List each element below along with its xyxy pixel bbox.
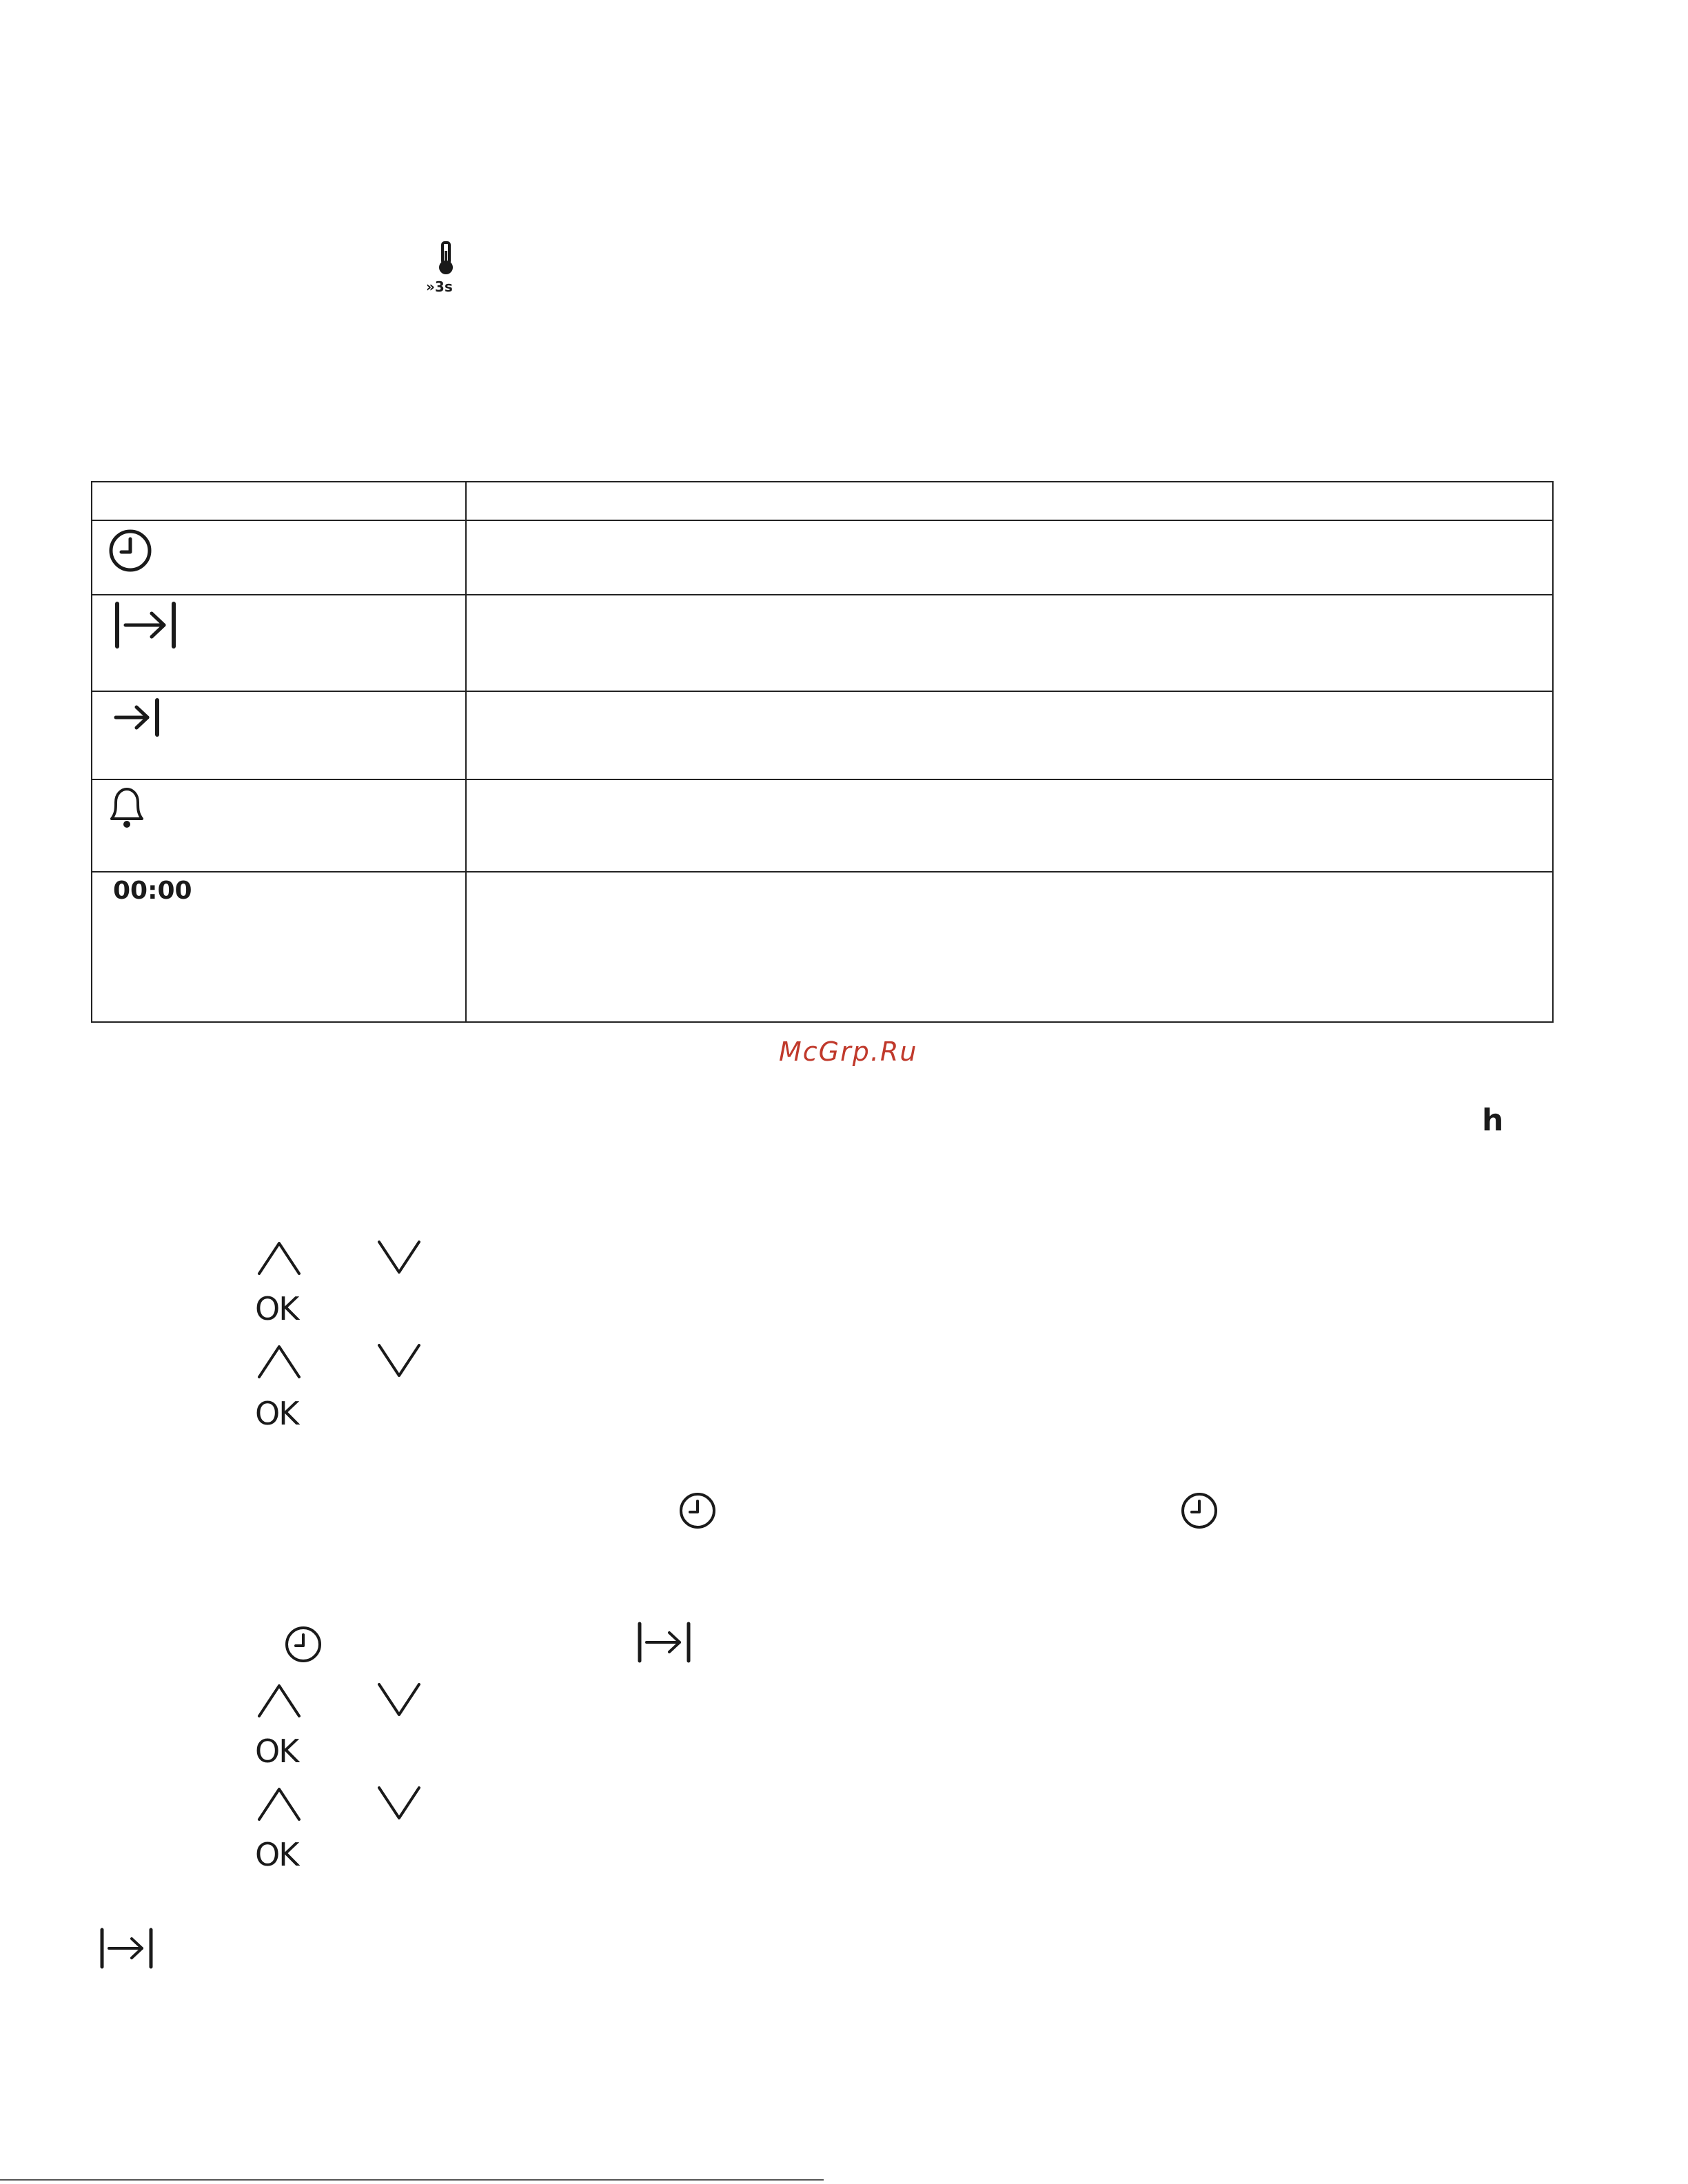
up-arrow-icon (256, 1682, 302, 1719)
symbol-table (91, 481, 1554, 1023)
thermometer-icon (436, 241, 456, 276)
ok-button-label: OK (255, 1836, 298, 1873)
duration-icon (99, 1927, 154, 1970)
clock-icon (284, 1625, 323, 1664)
page-footer-rule (0, 2179, 824, 2181)
bell-icon (106, 786, 148, 831)
clock-icon (678, 1491, 717, 1530)
down-arrow-icon (376, 1682, 422, 1719)
down-arrow-icon (376, 1785, 422, 1822)
watermark: McGrp.Ru (779, 1037, 918, 1067)
duration-icon (114, 601, 178, 649)
ok-button-label: OK (255, 1733, 298, 1770)
down-arrow-icon (376, 1343, 422, 1380)
ok-button-label: OK (255, 1395, 298, 1432)
clock-icon (1180, 1491, 1219, 1530)
clock-icon (108, 528, 153, 573)
hold-3s-label: »3s (426, 278, 453, 295)
ok-button-label: OK (255, 1290, 298, 1327)
up-arrow-icon (256, 1785, 302, 1822)
down-arrow-icon (376, 1239, 422, 1276)
h-glyph: h (1482, 1103, 1504, 1138)
duration-icon (637, 1621, 692, 1664)
end-time-icon (113, 697, 161, 737)
timer-display: 00:00 (113, 877, 192, 905)
up-arrow-icon (256, 1343, 302, 1380)
up-arrow-icon (256, 1239, 302, 1276)
